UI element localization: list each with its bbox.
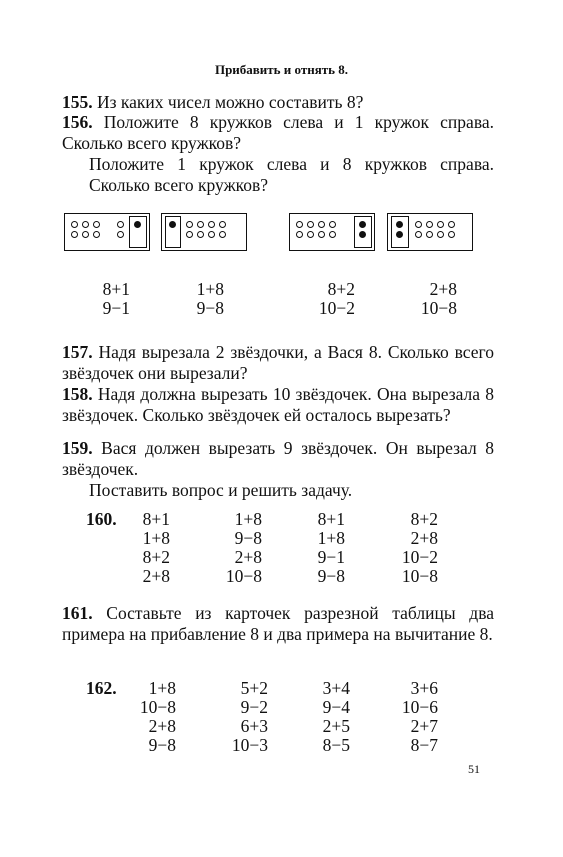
example-expression: 9−2 <box>240 697 268 717</box>
example-expression: 9−1 <box>317 547 345 567</box>
example-expression: 10−8 <box>401 566 438 586</box>
example-expression: 1+8 <box>148 678 176 698</box>
problem-number: 155. <box>62 92 93 112</box>
example-expression: 2+8 <box>429 279 457 299</box>
example-expression: 2+8 <box>142 566 170 586</box>
example-expression: 5+2 <box>240 678 268 698</box>
dot-card <box>289 213 375 251</box>
exercise-162 <box>0 679 563 759</box>
example-expression: 8+2 <box>327 279 355 299</box>
example-expression: 9−1 <box>102 298 130 318</box>
example-expression: 9−8 <box>234 528 262 548</box>
example-column <box>128 679 176 755</box>
exercise-number: 160. <box>86 509 117 529</box>
problem-156 <box>62 112 494 154</box>
exercise-number: 162. <box>86 678 117 698</box>
example-expression: 3+6 <box>410 678 438 698</box>
example-expression: 2+7 <box>410 716 438 736</box>
example-column <box>388 679 438 755</box>
problem-157 <box>62 342 494 384</box>
example-column <box>180 280 224 318</box>
example-expression: 9−8 <box>196 298 224 318</box>
problem-text: Составьте из карточек разрезной таблицы два примера на прибавление 8 и два примера на вычитание 8. <box>62 603 494 644</box>
card-examples <box>0 280 563 320</box>
problem-number: 158. <box>62 384 93 404</box>
example-expression: 10−2 <box>401 547 438 567</box>
example-expression: 2+8 <box>234 547 262 567</box>
example-expression: 10−6 <box>401 697 438 717</box>
example-column <box>218 679 268 755</box>
problem-text: Поставить вопрос и решить задачу. <box>89 480 353 500</box>
problem-number: 161. <box>62 603 93 623</box>
example-expression: 1+8 <box>234 509 262 529</box>
example-expression: 8−5 <box>322 735 350 755</box>
problem-156-continued <box>62 154 494 196</box>
problem-text: Из каких чисел можно составить 8? <box>92 92 364 112</box>
problem-text: Надя вырезала 2 звёздочки, а Вася 8. Сколько всего звёздочек они вырезали? <box>62 342 494 383</box>
example-expression: 10−8 <box>225 566 262 586</box>
problem-text: Вася должен вырезать 9 звёздочек. Он вырезал 8 звёздочек. <box>62 438 494 479</box>
example-expression: 1+8 <box>196 279 224 299</box>
problem-text: Надя должна вырезать 10 звёздочек. Она вырезала 8 звёздочек. Сколько звёздочек ей осталось вырезать? <box>62 384 494 425</box>
example-expression: 2+5 <box>322 716 350 736</box>
example-expression: 9−8 <box>317 566 345 586</box>
example-expression: 8+2 <box>142 547 170 567</box>
example-column <box>407 280 457 318</box>
example-expression: 3+4 <box>322 678 350 698</box>
example-expression: 10−8 <box>420 298 457 318</box>
example-expression: 1+8 <box>317 528 345 548</box>
example-expression: 6+3 <box>240 716 268 736</box>
problem-text: Положите 8 кружков слева и 1 кружок справа. Сколько всего кружков? <box>62 112 494 153</box>
dot-cards-illustration <box>0 213 563 255</box>
exercise-160 <box>0 510 563 590</box>
example-expression: 8+2 <box>410 509 438 529</box>
example-column <box>86 280 130 318</box>
dot-card <box>387 213 473 251</box>
example-expression: 10−8 <box>139 697 176 717</box>
example-column <box>304 679 350 755</box>
example-expression: 8+1 <box>142 509 170 529</box>
example-expression: 9−4 <box>322 697 350 717</box>
problem-161 <box>62 603 494 645</box>
example-expression: 1+8 <box>142 528 170 548</box>
problem-number: 157. <box>62 342 93 362</box>
example-expression: 10−3 <box>231 735 268 755</box>
example-expression: 2+8 <box>410 528 438 548</box>
example-column <box>301 510 345 586</box>
problem-155 <box>62 92 494 113</box>
problem-text: Положите 1 кружок слева и 8 кружков справа. Сколько всего кружков? <box>89 154 494 195</box>
example-expression: 8+1 <box>102 279 130 299</box>
problem-159 <box>62 438 494 480</box>
example-expression: 10−2 <box>318 298 355 318</box>
example-column <box>128 510 170 586</box>
example-column <box>212 510 262 586</box>
problem-number: 159. <box>62 438 93 458</box>
example-column <box>388 510 438 586</box>
dot-card <box>161 213 247 251</box>
example-expression: 2+8 <box>148 716 176 736</box>
section-heading: Прибавить и отнять 8. <box>214 62 349 77</box>
example-column <box>307 280 355 318</box>
problem-number: 156. <box>62 112 93 132</box>
problem-159-continued <box>62 480 494 501</box>
example-expression: 9−8 <box>148 735 176 755</box>
example-expression: 8+1 <box>317 509 345 529</box>
page-number: 51 <box>468 762 480 776</box>
dot-card <box>64 213 150 251</box>
problem-158 <box>62 384 494 426</box>
example-expression: 8−7 <box>410 735 438 755</box>
